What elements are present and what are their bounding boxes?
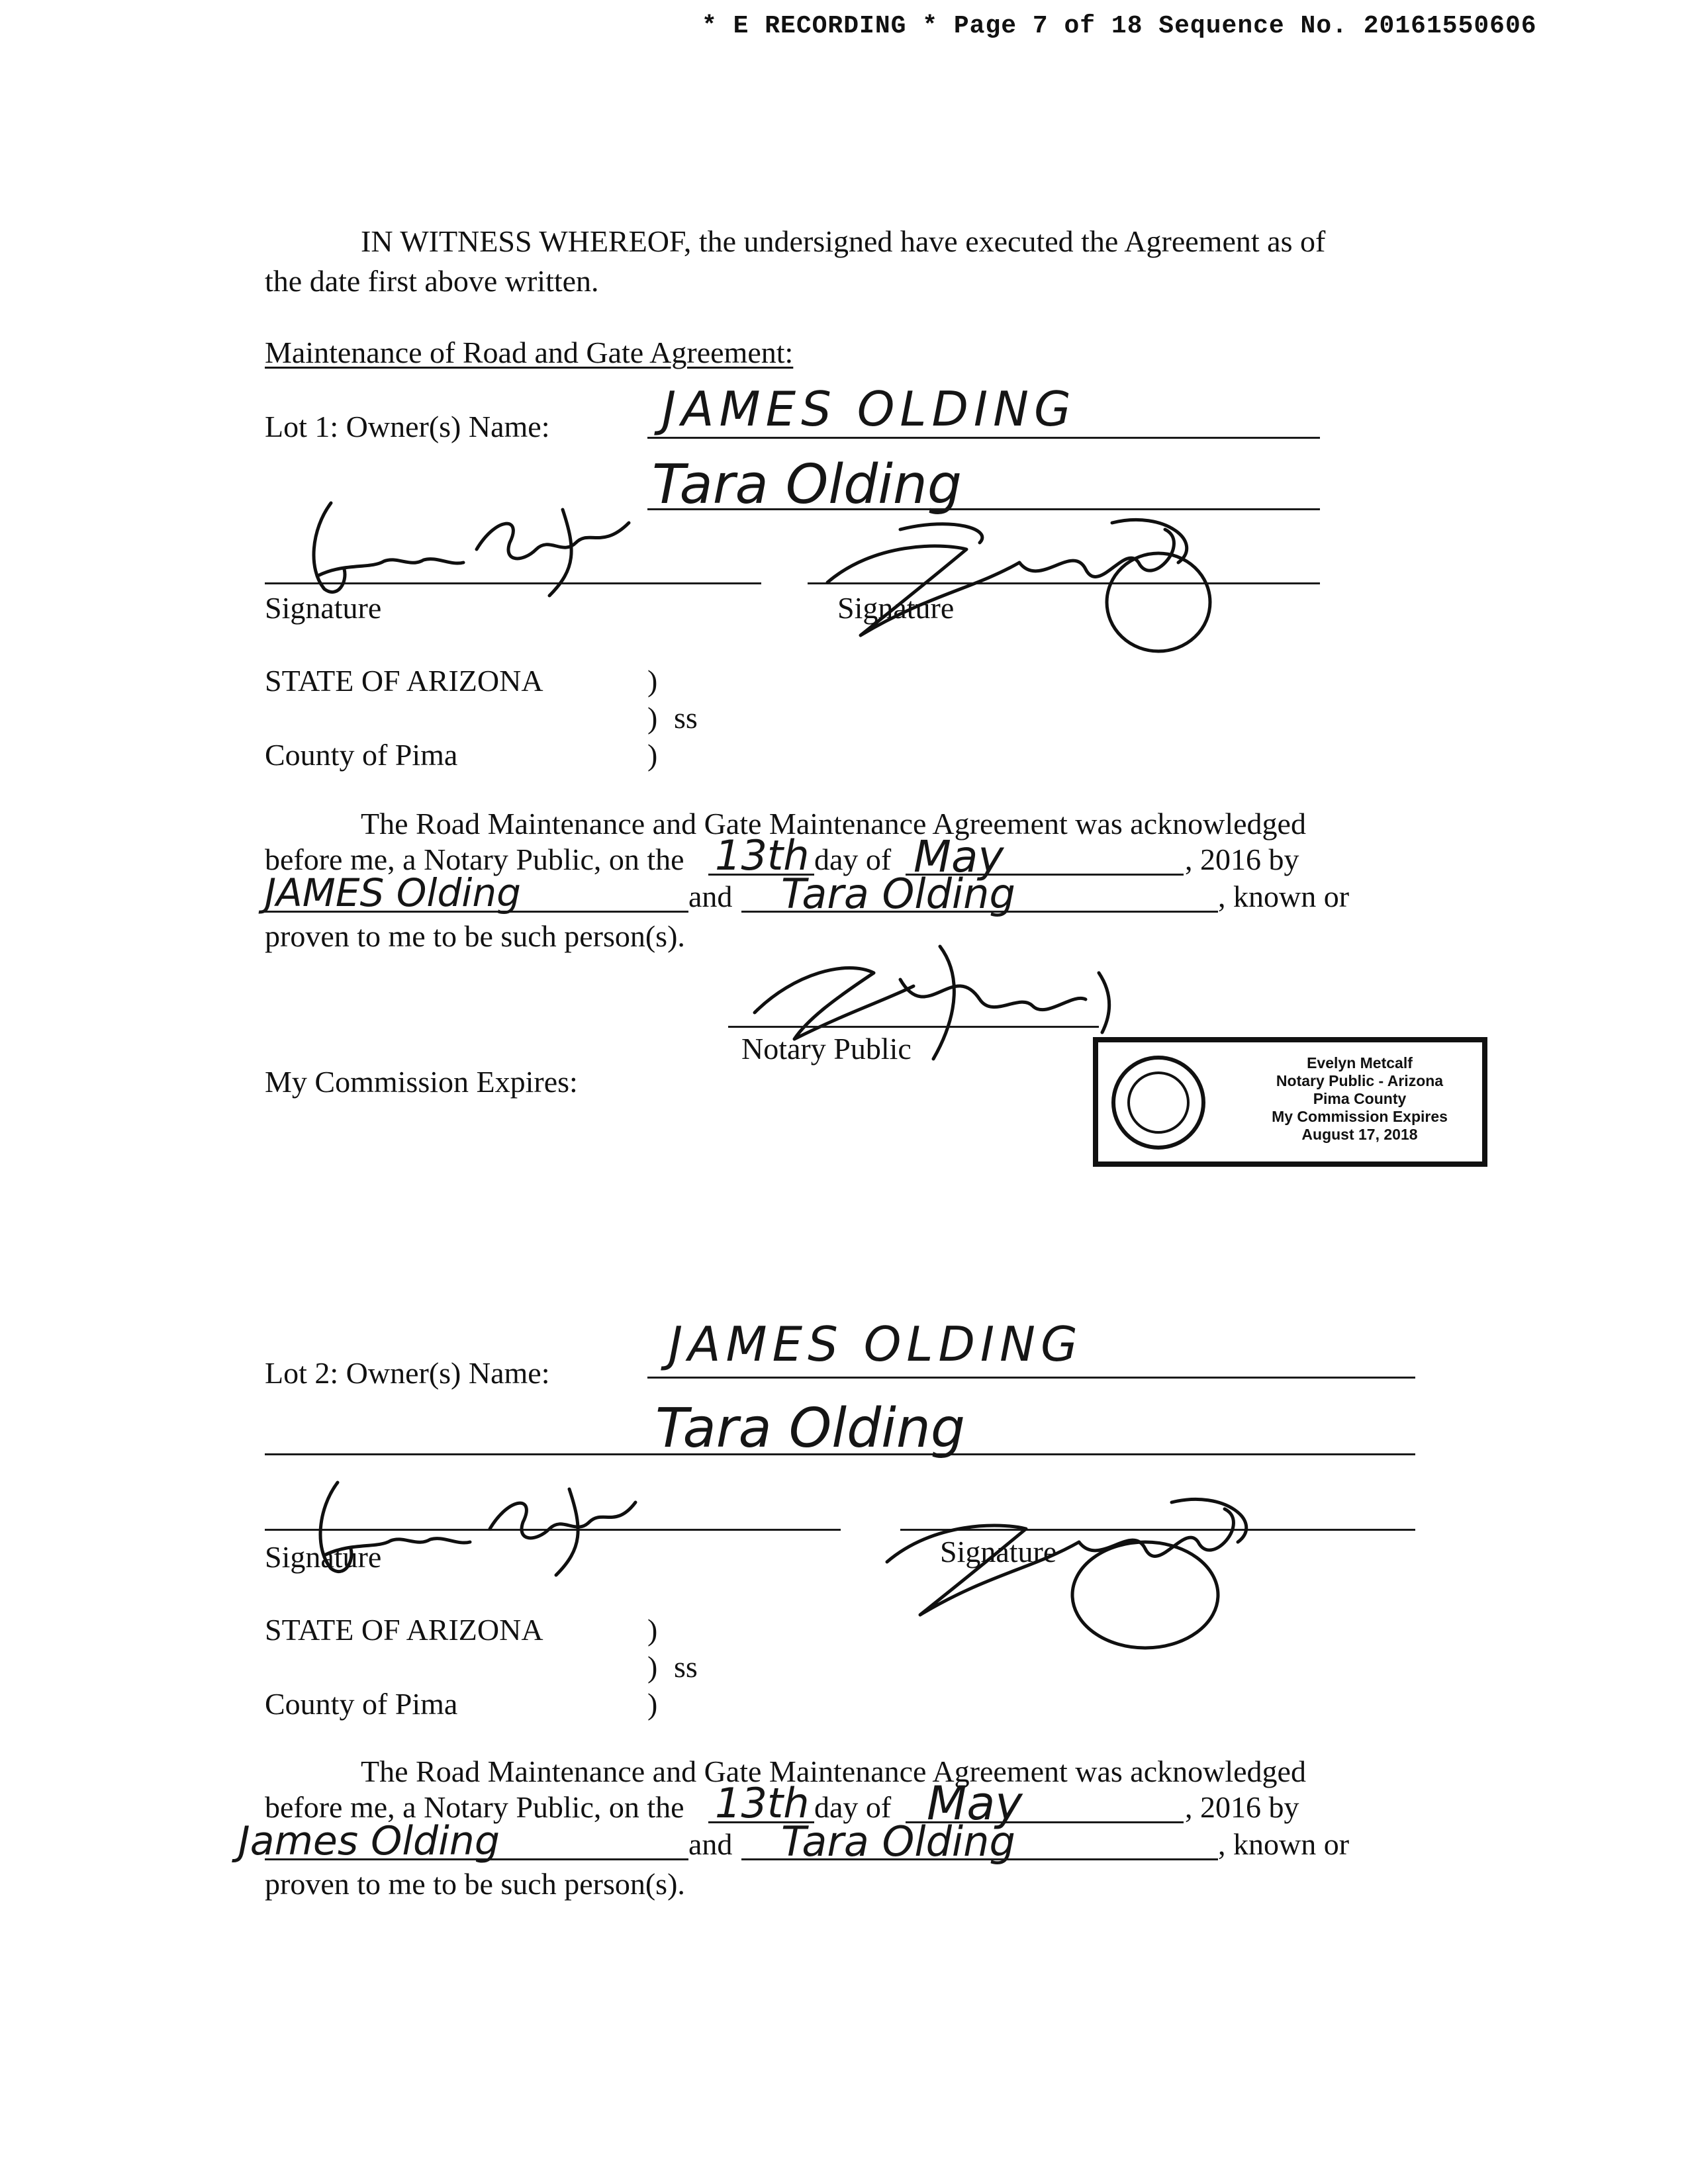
lot1-signature-label-left: Signature <box>265 591 382 625</box>
lot1-paren-3: ) <box>647 738 658 772</box>
lot2-owner2-handwritten: Tara Olding <box>655 1397 965 1460</box>
lot1-ack-proven: proven to me to be such person(s). <box>265 919 685 953</box>
notary-line <box>728 1026 1099 1028</box>
lot2-ack-proven: proven to me to be such person(s). <box>265 1867 685 1901</box>
stamp-name: Evelyn Metcalf <box>1307 1054 1413 1071</box>
lot1-paren-1: ) <box>647 664 658 698</box>
notary-stamp-text <box>1250 1054 1469 1144</box>
lot2-state: STATE OF ARIZONA <box>265 1613 543 1647</box>
lot1-ack-and: and <box>688 880 733 913</box>
lot2-ack-name1: James Olding <box>238 1818 500 1864</box>
notary-seal-icon <box>1111 1056 1205 1150</box>
lot2-paren-2: ) <box>647 1650 658 1684</box>
lot2-county: County of Pima <box>265 1687 458 1721</box>
lot2-owner1-handwritten: JAMES OLDING <box>669 1316 1083 1372</box>
lot2-ack-year: , 2016 by <box>1185 1790 1299 1824</box>
stamp-expires-label: My Commission Expires <box>1272 1108 1448 1125</box>
lot1-ack-day-of: day of <box>814 842 892 876</box>
lot1-owner1-line <box>647 437 1320 439</box>
lot1-ss: ss <box>674 701 698 735</box>
lot2-paren-3: ) <box>647 1687 658 1721</box>
lot1-county: County of Pima <box>265 738 458 772</box>
lot2-ack-name2: Tara Olding <box>781 1817 1015 1866</box>
lot2-ack-before: before me, a Notary Public, on the <box>265 1790 684 1824</box>
lot2-ack-and: and <box>688 1827 733 1861</box>
lot2-paren-1: ) <box>647 1613 658 1647</box>
lot2-owner-label: Lot 2: Owner(s) Name: <box>265 1356 550 1390</box>
lot1-signature-tara <box>821 503 1231 655</box>
lot1-ack-month: May <box>914 831 1004 882</box>
notary-label: Notary Public <box>741 1032 912 1066</box>
recording-header: * E RECORDING * Page 7 of 18 Sequence No. 20161550606 <box>702 12 1537 40</box>
lot1-ack-name1: JAMES Olding <box>265 870 521 915</box>
witness-line-2: the date first above written. <box>265 264 599 298</box>
lot1-ack-year: , 2016 by <box>1185 842 1299 876</box>
lot1-ack-name2: Tara Olding <box>781 870 1015 918</box>
lot2-ack-known: , known or <box>1218 1827 1350 1861</box>
lot1-paren-2: ) <box>647 701 658 735</box>
lot1-owner1-handwritten: JAMES OLDING <box>662 381 1076 437</box>
lot1-ack-known: , known or <box>1218 880 1350 913</box>
lot2-ack-line-1: The Road Maintenance and Gate Maintenance Agreement was acknowledged <box>361 1754 1306 1788</box>
lot2-signature-label-right: Signature <box>940 1535 1057 1569</box>
lot1-ack-before: before me, a Notary Public, on the <box>265 842 684 876</box>
stamp-expires-date: August 17, 2018 <box>1301 1126 1418 1143</box>
lot1-owner2-handwritten: Tara Olding <box>652 453 962 516</box>
stamp-county: Pima County <box>1313 1090 1407 1107</box>
lot1-state: STATE OF ARIZONA <box>265 664 543 698</box>
lot1-owner-label: Lot 1: Owner(s) Name: <box>265 410 550 443</box>
lot1-signature-james <box>285 490 642 602</box>
lot2-ack-day: 13th <box>715 1779 810 1827</box>
lot2-signature-label-left: Signature <box>265 1540 382 1574</box>
lot1-signature-label-right: Signature <box>837 591 955 625</box>
lot2-ack-month: May <box>927 1776 1023 1831</box>
lot2-signature-tara <box>880 1482 1291 1655</box>
lot2-ss: ss <box>674 1650 698 1684</box>
lot2-owner1-line <box>647 1377 1415 1379</box>
section-title: Maintenance of Road and Gate Agreement: <box>265 336 794 369</box>
stamp-title: Notary Public - Arizona <box>1276 1072 1444 1089</box>
lot2-ack-day-of: day of <box>814 1790 892 1824</box>
notary-stamp <box>1093 1037 1487 1167</box>
witness-line-1: IN WITNESS WHEREOF, the undersigned have executed the Agreement as of <box>361 224 1326 258</box>
lot1-ack-line-1: The Road Maintenance and Gate Maintenance Agreement was acknowledged <box>361 807 1306 841</box>
lot1-ack-day: 13th <box>715 831 810 880</box>
commission-label: My Commission Expires: <box>265 1065 578 1099</box>
